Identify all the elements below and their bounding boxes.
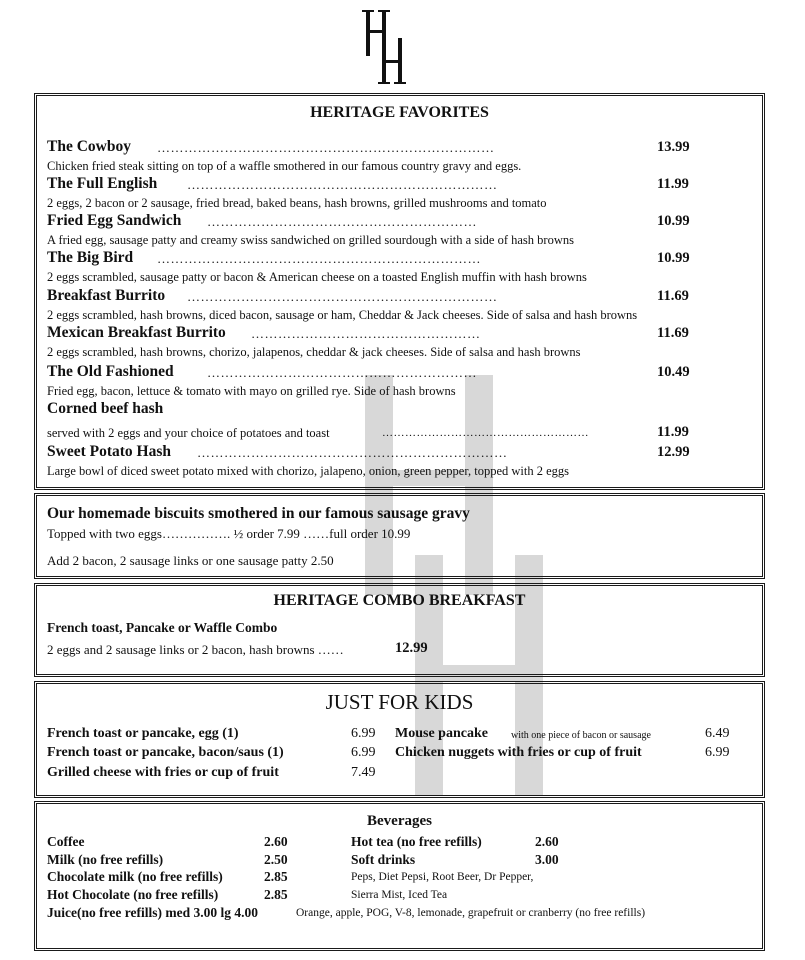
item-name: The Full English xyxy=(47,175,158,192)
leader-dots: …………………………………………………… xyxy=(207,365,477,380)
item-price: 12.99 xyxy=(657,444,690,460)
item-description: Large bowl of diced sweet potato mixed with chorizo, jalapeno, onion, green pepper, topped with 2 eggs xyxy=(47,464,570,478)
item-name: Fried Egg Sandwich xyxy=(47,212,182,229)
kids-item-name: French toast or pancake, bacon/saus (1) xyxy=(47,745,284,760)
kids-heading: JUST FOR KIDS xyxy=(325,690,474,714)
soda-options: Sierra Mist, Iced Tea xyxy=(351,889,448,901)
beverage-name: Chocolate milk (no free refills) xyxy=(47,869,223,884)
item-description: 2 eggs scrambled, hash browns, chorizo, jalapenos, cheddar & jack cheeses. Side of salsa and hash browns xyxy=(47,345,581,359)
item-price: 10.49 xyxy=(657,364,690,380)
biscuits-heading: Our homemade biscuits smothered in our famous sausage gravy xyxy=(47,505,470,522)
leader-dots: …………………………………………………………… xyxy=(197,445,508,460)
kids-item-price: 6.99 xyxy=(705,745,730,760)
item-name: The Old Fashioned xyxy=(47,363,174,380)
kids-item-price: 6.99 xyxy=(351,745,376,760)
leader-dots: …………………………………………………………… xyxy=(187,177,498,192)
beverage-name: Hot Chocolate (no free refills) xyxy=(47,887,219,902)
biscuits-line: Topped with two eggs……………. ½ order 7.99 ……full order 10.99 xyxy=(47,526,411,541)
leader-dots: …………………………………………………………… xyxy=(187,289,498,304)
beverages-heading: Beverages xyxy=(367,813,432,829)
leader-dots: ……………………………………………………………… xyxy=(157,251,481,266)
juice-label: Juice(no free refills) med 3.00 lg 4.00 xyxy=(47,905,258,920)
item-price: 11.69 xyxy=(657,325,689,341)
item-price: 10.99 xyxy=(657,250,690,266)
juice-options: Orange, apple, POG, V-8, lemonade, grapefruit or cranberry (no free refills) xyxy=(296,907,646,919)
item-description: Fried egg, bacon, lettuce & tomato with mayo on grilled rye. Side of hash browns xyxy=(47,384,456,398)
beverage-name: Milk (no free refills) xyxy=(47,852,164,867)
combo-section xyxy=(34,583,765,677)
beverage-price: 2.60 xyxy=(535,834,559,849)
leader-dots: …………………………………………………… xyxy=(207,214,477,229)
combo-heading: HERITAGE COMBO BREAKFAST xyxy=(273,592,526,609)
item-name: Mexican Breakfast Burrito xyxy=(47,324,226,341)
soda-options: Peps, Diet Pepsi, Root Beer, Dr Pepper, xyxy=(351,871,534,883)
item-price: 10.99 xyxy=(657,213,690,229)
leader-dots: …………………………………………… xyxy=(251,326,481,341)
item-price: 13.99 xyxy=(657,139,690,155)
beverage-price: 2.85 xyxy=(264,887,288,902)
combo-subheading: French toast, Pancake or Waffle Combo xyxy=(47,620,278,635)
beverage-name: Coffee xyxy=(47,834,85,849)
item-name: The Big Bird xyxy=(47,249,134,266)
kids-item-name: French toast or pancake, egg (1) xyxy=(47,726,239,741)
heritage-logo-icon xyxy=(360,8,410,86)
combo-price: 12.99 xyxy=(395,640,428,656)
kids-item-price: 6.99 xyxy=(351,726,376,741)
item-description: served with 2 eggs and your choice of potatoes and toast xyxy=(47,426,330,440)
item-price: 11.69 xyxy=(657,288,689,304)
item-description: Chicken fried steak sitting on top of a waffle smothered in our famous country gravy and eggs. xyxy=(47,159,522,173)
favorites-heading: HERITAGE FAVORITES xyxy=(310,104,489,121)
item-name: The Cowboy xyxy=(47,138,131,155)
item-price: 11.99 xyxy=(657,176,689,192)
kids-item-price: 7.49 xyxy=(351,765,376,780)
leader-dots: ……………………………………………… xyxy=(382,427,589,439)
item-description: 2 eggs scrambled, hash browns, diced bacon, sausage or ham, Cheddar & Jack cheeses. Side of salsa and hash browns xyxy=(47,308,638,322)
beverage-name: Soft drinks xyxy=(351,852,416,867)
beverage-price: 3.00 xyxy=(535,852,559,867)
beverage-price: 2.50 xyxy=(264,852,288,867)
beverage-price: 2.60 xyxy=(264,834,288,849)
item-description: 2 eggs scrambled, sausage patty or bacon & American cheese on a toasted English muffin with hash browns xyxy=(47,270,587,284)
item-description: 2 eggs, 2 bacon or 2 sausage, fried bread, baked beans, hash browns, grilled mushrooms and tomato xyxy=(47,196,547,210)
biscuits-addon: Add 2 bacon, 2 sausage links or one sausage patty 2.50 xyxy=(47,553,334,568)
beverage-price: 2.85 xyxy=(264,869,288,884)
kids-item-name: Mouse pancake xyxy=(395,726,488,741)
item-description: A fried egg, sausage patty and creamy swiss sandwiched on grilled sourdough with a side of hash browns xyxy=(47,233,574,247)
item-price: 11.99 xyxy=(657,424,689,440)
kids-item-note: with one piece of bacon or sausage xyxy=(511,730,651,741)
combo-description: 2 eggs and 2 sausage links or 2 bacon, hash browns …… xyxy=(47,642,344,657)
item-name: Breakfast Burrito xyxy=(47,287,166,304)
leader-dots: ………………………………………………………………… xyxy=(157,140,495,155)
beverage-name: Hot tea (no free refills) xyxy=(351,834,482,849)
kids-item-price: 6.49 xyxy=(705,726,730,741)
biscuits-section xyxy=(34,493,765,579)
favorites-section xyxy=(34,93,765,490)
item-name: Sweet Potato Hash xyxy=(47,443,171,460)
kids-item-name: Grilled cheese with fries or cup of fruit xyxy=(47,765,279,780)
beverages-section xyxy=(34,801,765,951)
kids-section xyxy=(34,681,765,798)
kids-item-name: Chicken nuggets with fries or cup of fruit xyxy=(395,745,642,760)
item-name: Corned beef hash xyxy=(47,400,164,417)
